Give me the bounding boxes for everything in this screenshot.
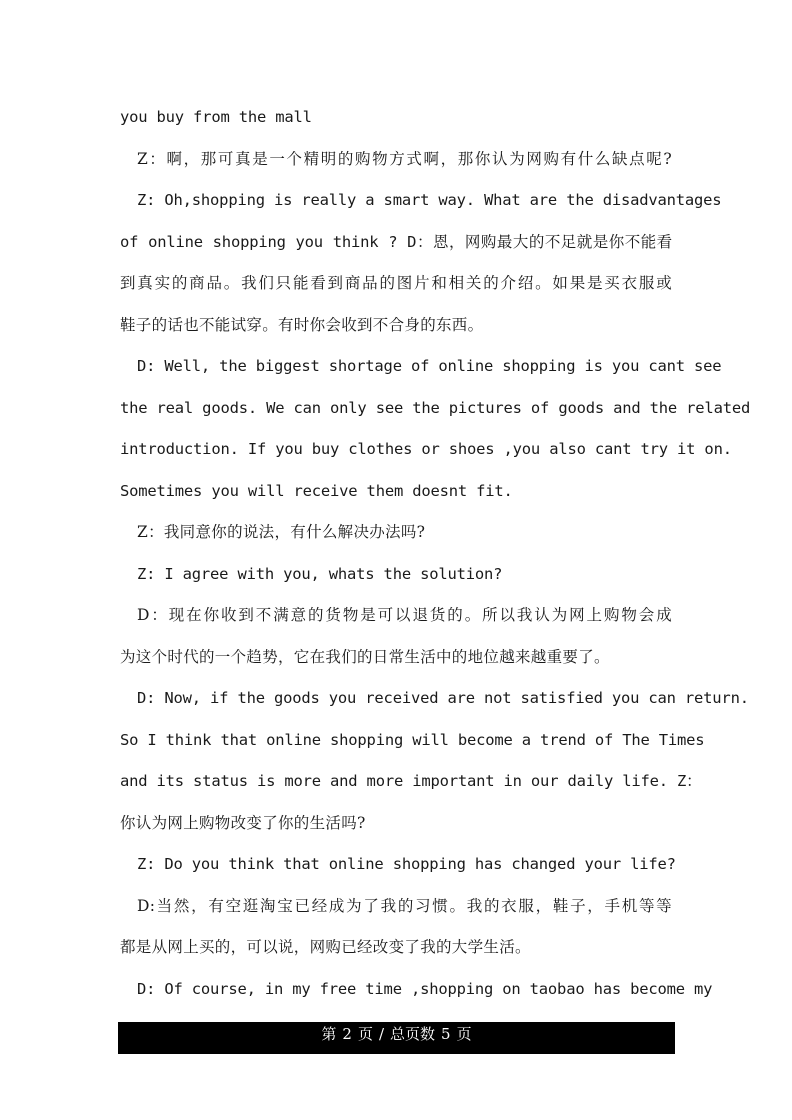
- text-line: Sometimes you will receive them doesnt fit.: [120, 481, 513, 500]
- text-line: the real goods. We can only see the pictures of goods and the related: [120, 398, 751, 417]
- text-line: Z：啊，那可真是一个精明的购物方式啊，那你认为网购有什么缺点呢?: [137, 149, 672, 168]
- page-number: 2: [342, 1025, 352, 1043]
- footer-separator: /: [378, 1025, 385, 1043]
- footer-total-label: 总页数: [390, 1025, 436, 1043]
- text-line: 你认为网上购物改变了你的生活吗?: [120, 813, 366, 832]
- text-line: 都是从网上买的，可以说，网购已经改变了我的大学生活。: [120, 938, 531, 956]
- text-line: you buy from the mall: [120, 108, 312, 126]
- text-line: Z: I agree with you, whats the solution?: [137, 564, 503, 583]
- text-line: D：现在你收到不满意的货物是可以退货的。所以我认为网上购物会成: [137, 606, 672, 624]
- text-line: 到真实的商品。我们只能看到商品的图片和相关的介绍。如果是买衣服或: [120, 274, 672, 292]
- text-line: D:当然，有空逛淘宝已经成为了我的习惯。我的衣服，鞋子，手机等等: [137, 896, 672, 915]
- text-line: Z: Oh,shopping is really a smart way. What are the disadvantages: [137, 191, 722, 209]
- text-line: D: Well, the biggest shortage of online shopping is you cant see: [137, 357, 722, 375]
- text-line: introduction. If you buy clothes or shoes ,you also cant try it on.: [120, 440, 732, 458]
- text-line: and its status is more and more important in our daily life. Z：: [120, 772, 702, 790]
- footer-page-unit: 页: [357, 1025, 373, 1043]
- text-line: So I think that online shopping will become a trend of The Times: [120, 730, 705, 749]
- footer-total-unit: 页: [456, 1025, 472, 1043]
- total-pages: 5: [441, 1025, 451, 1043]
- text-line: 鞋子的话也不能试穿。有时你会收到不合身的东西。: [120, 315, 484, 334]
- page-footer: [118, 1022, 675, 1054]
- text-line: of online shopping you think ? D：恩，网购最大的不足就是你不能看: [120, 232, 672, 251]
- text-line: Z：我同意你的说法，有什么解决办法吗?: [137, 523, 426, 541]
- text-line: Z: Do you think that online shopping has changed your life?: [137, 855, 676, 873]
- text-line: D: Now, if the goods you received are not satisfied you can return.: [137, 689, 749, 707]
- text-line: D: Of course, in my free time ,shopping on taobao has become my: [137, 979, 713, 998]
- footer-prefix: 第: [321, 1025, 337, 1043]
- text-line: 为这个时代的一个趋势，它在我们的日常生活中的地位越来越重要了。: [120, 647, 610, 666]
- document-body: [120, 97, 751, 1010]
